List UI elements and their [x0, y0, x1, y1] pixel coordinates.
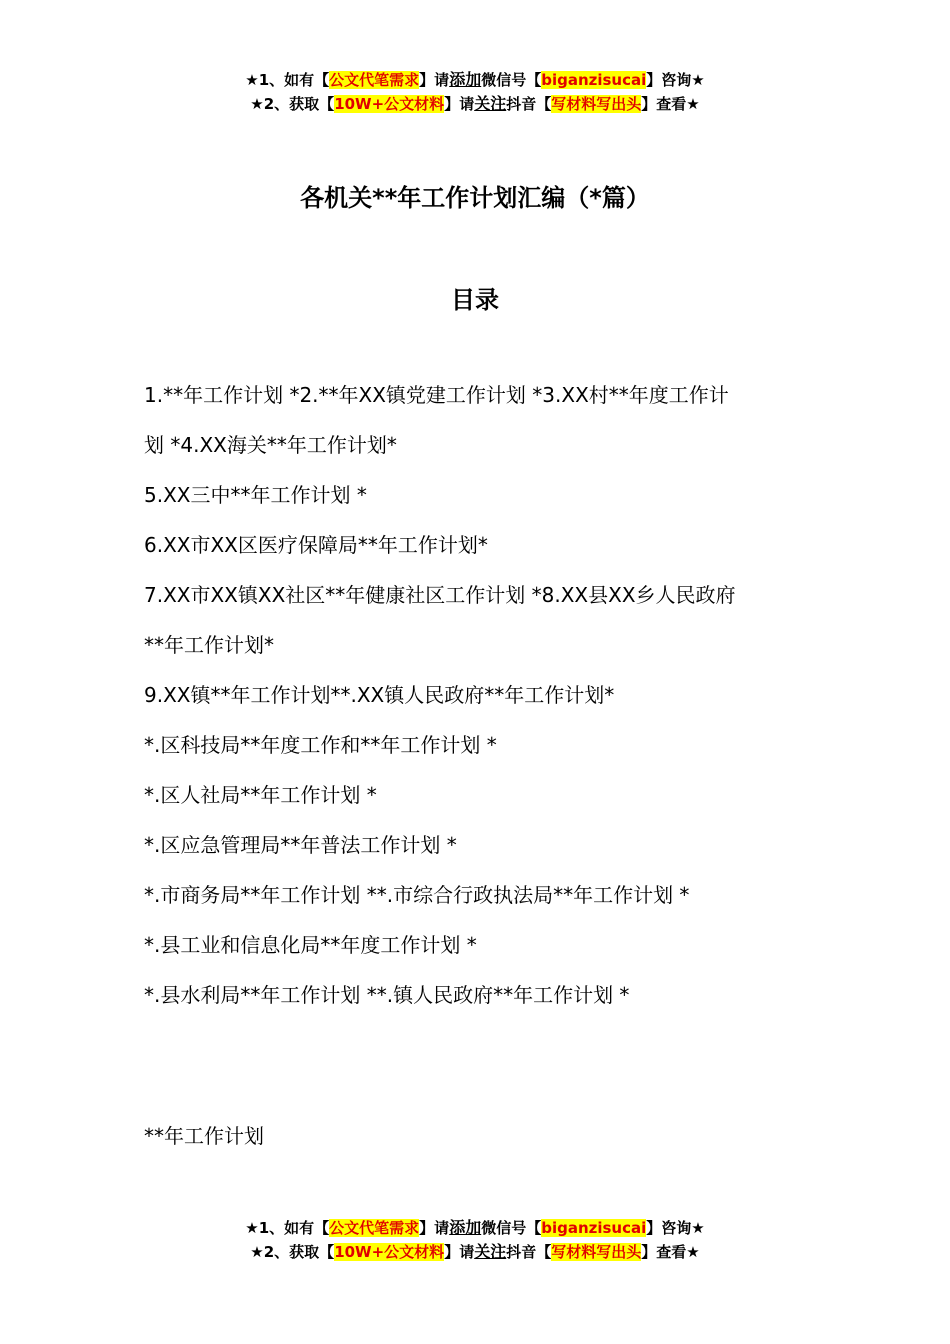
promo-line-1: [0, 1216, 950, 1240]
promo-text: 抖音【: [506, 1243, 552, 1261]
toc-line: 9.XX镇**年工作计划**.XX镇人民政府**年工作计划*: [144, 683, 615, 707]
promo-underlined: 关注: [474, 1242, 507, 1261]
toc-line: *.县工业和信息化局**年度工作计划 *: [144, 933, 477, 957]
promo-underlined: 添加: [449, 70, 482, 89]
toc-line: *.区科技局**年度工作和**年工作计划 *: [144, 733, 497, 757]
toc-line: 划 *4.XX海关**年工作计划*: [144, 433, 397, 457]
promo-wechat-id: biganzisucai: [541, 71, 647, 89]
toc-line: *.县水利局**年工作计划 **.镇人民政府**年工作计划 *: [144, 983, 630, 1007]
promo-text: ★1、如有【: [245, 1219, 330, 1237]
promo-banner-top: [0, 68, 950, 116]
promo-line-1: [0, 68, 950, 92]
promo-underlined: 关注: [474, 94, 507, 113]
document-title: 各机关**年工作计划汇编（*篇）: [300, 184, 650, 212]
toc-heading: 目录: [451, 286, 499, 314]
promo-text: 】查看★: [641, 1243, 700, 1261]
promo-text: 】请: [444, 1243, 475, 1261]
promo-highlight: 10W+公文材料: [334, 95, 445, 113]
promo-text: 抖音【: [506, 95, 552, 113]
promo-text: ★2、获取【: [250, 95, 335, 113]
promo-text: ★2、获取【: [250, 1243, 335, 1261]
promo-underlined: 添加: [449, 1218, 482, 1237]
promo-highlight: 公文代笔需求: [329, 1219, 420, 1237]
promo-text: 】请: [444, 95, 475, 113]
promo-text: 】查看★: [641, 95, 700, 113]
promo-banner-bottom: [0, 1216, 950, 1264]
section-heading: **年工作计划: [144, 1124, 264, 1148]
toc-line: *.区应急管理局**年普法工作计划 *: [144, 833, 457, 857]
toc-line: 5.XX三中**年工作计划 *: [144, 483, 367, 507]
promo-text: 】请: [419, 71, 450, 89]
promo-text: 】请: [419, 1219, 450, 1237]
promo-text: 】咨询★: [646, 1219, 705, 1237]
promo-text: 微信号【: [481, 1219, 542, 1237]
promo-text: 】咨询★: [646, 71, 705, 89]
toc-line: 1.**年工作计划 *2.**年XX镇党建工作计划 *3.XX村**年度工作计: [144, 383, 729, 407]
promo-highlight: 公文代笔需求: [329, 71, 420, 89]
promo-douyin-id: 写材料写出头: [551, 95, 642, 113]
toc-line: *.区人社局**年工作计划 *: [144, 783, 377, 807]
promo-line-2: [0, 1240, 950, 1264]
toc-line: *.市商务局**年工作计划 **.市综合行政执法局**年工作计划 *: [144, 883, 690, 907]
promo-douyin-id: 写材料写出头: [551, 1243, 642, 1261]
table-of-contents: [144, 370, 812, 1020]
promo-text: ★1、如有【: [245, 71, 330, 89]
toc-line: 7.XX市XX镇XX社区**年健康社区工作计划 *8.XX县XX乡人民政府: [144, 583, 736, 607]
promo-line-2: [0, 92, 950, 116]
promo-text: 微信号【: [481, 71, 542, 89]
toc-line: **年工作计划*: [144, 633, 274, 657]
promo-highlight: 10W+公文材料: [334, 1243, 445, 1261]
promo-wechat-id: biganzisucai: [541, 1219, 647, 1237]
toc-line: 6.XX市XX区医疗保障局**年工作计划*: [144, 533, 488, 557]
